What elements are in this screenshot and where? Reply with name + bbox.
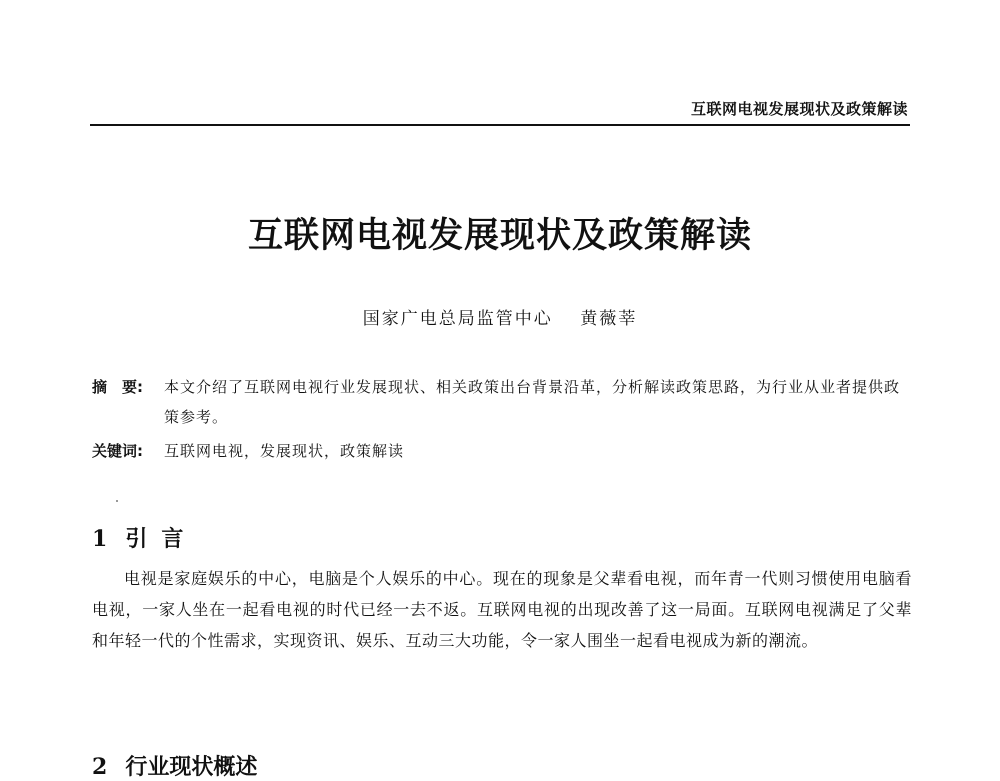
section-number: 1: [92, 526, 108, 552]
keywords-row: [92, 436, 912, 466]
abstract-text: 本文介绍了互联网电视行业发展现状、相关政策出台背景沿革，分析解读政策思路，为行业从业者提供政策参考。: [164, 378, 901, 426]
abstract-row: [92, 372, 912, 432]
body-paragraph: 电视是家庭娱乐的中心，电脑是个人娱乐的中心。现在的现象是父辈看电视，而年青一代则习惯使用电脑看电视，一家人坐在一起看电视的时代已经一去不返。互联网电视的出现改善了这一局面。互联网电视满足了父辈和年轻一代的个性需求，实现资讯、娱乐、互动三大功能，令一家人围坐一起看电视成为新的潮流。: [92, 569, 912, 650]
author-affiliation: 国家广电总局监管中心: [362, 309, 553, 329]
paper-title: 互联网电视发展现状及政策解读: [247, 216, 752, 256]
keywords-label: 关键词:: [92, 442, 143, 460]
section-title: 行业现状概述: [125, 754, 258, 780]
scan-speck: [116, 500, 118, 502]
section-number: 2: [92, 754, 108, 780]
running-header: 互联网电视发展现状及政策解读: [690, 100, 908, 118]
abstract-block: [92, 372, 912, 466]
author-name: 黄薇莘: [580, 309, 638, 329]
abstract-label: 摘 要:: [92, 378, 143, 396]
section-heading-1: [92, 522, 197, 553]
author-line: [0, 304, 1000, 329]
section-title: 引言: [125, 526, 198, 552]
header-rule: [90, 124, 910, 126]
keywords-text: 互联网电视，发展现状，政策解读: [164, 442, 405, 460]
